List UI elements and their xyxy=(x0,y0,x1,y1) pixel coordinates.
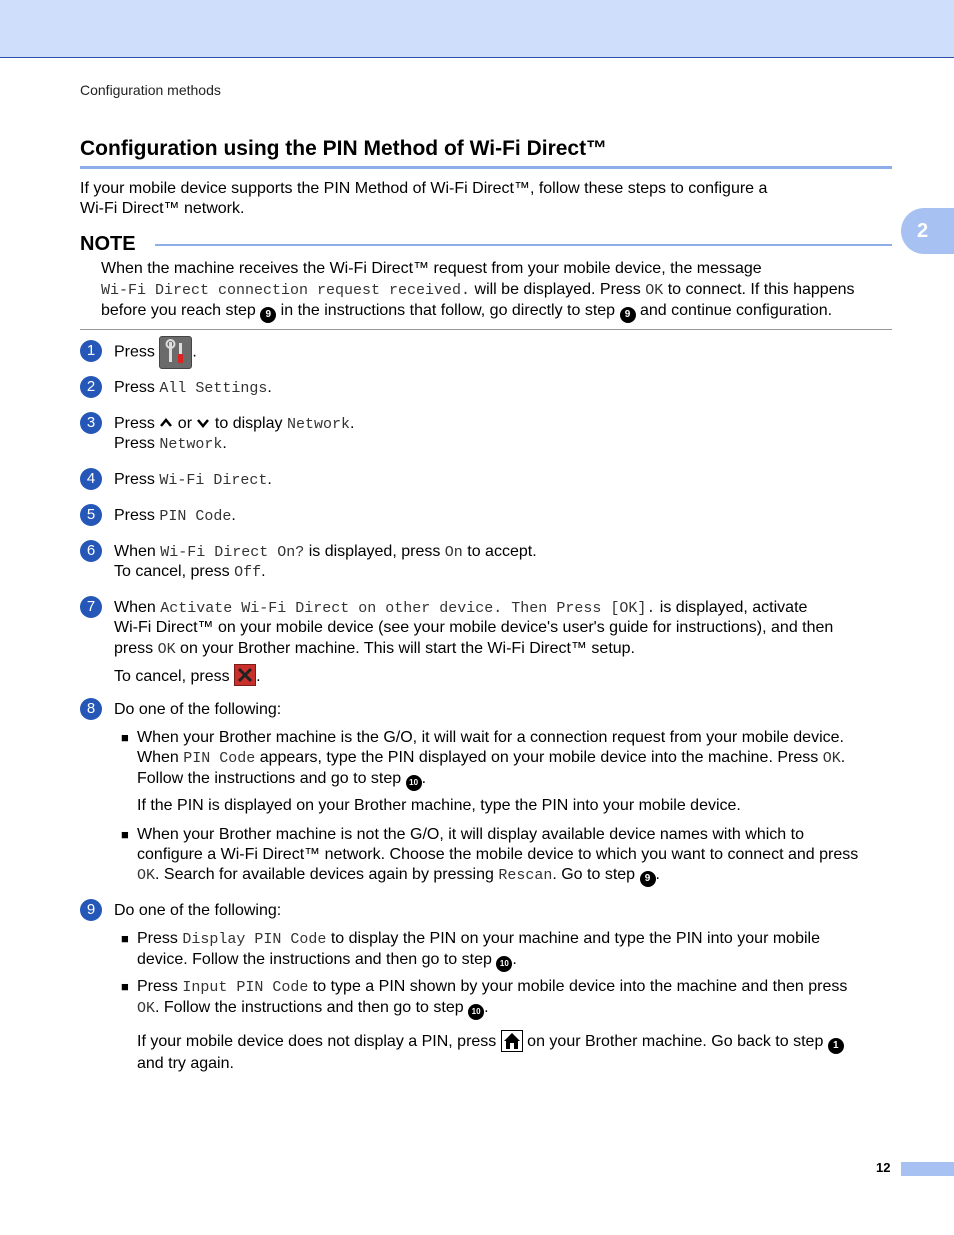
tools-icon xyxy=(159,336,192,369)
step-9-bullet-2: Press Input PIN Code to type a PIN shown by your mobile device into the machine and then press OK. Follow the instructions and then go to step 10 . xyxy=(137,977,892,1020)
step-7-number: 7 xyxy=(80,596,102,618)
step-3-number: 3 xyxy=(80,412,102,434)
step-6-text: When Wi-Fi Direct On? is displayed, press On to accept. xyxy=(114,543,537,561)
step-ref-10: 10 xyxy=(406,775,422,791)
chapter-tab: 2 xyxy=(901,208,954,254)
chevron-down-icon xyxy=(196,415,210,435)
step-1-number: 1 xyxy=(80,340,102,362)
page-band xyxy=(901,1162,954,1176)
step-5-text: Press PIN Code. xyxy=(114,507,236,525)
step-ref-10: 10 xyxy=(496,956,512,972)
note-line-1: When the machine receives the Wi-Fi Direct™ request from your mobile device, the message xyxy=(101,260,762,277)
step-6-number: 6 xyxy=(80,540,102,562)
step-8-bullet-2: When your Brother machine is not the G/O, it will display available device names with which to configure a Wi-Fi Direct™ network. Choose the mobile device to which you want to connect and press OK. Search for available devices again by pressing Rescan. Go to step 9 . xyxy=(137,825,892,887)
step-7-cancel: To cancel, press . xyxy=(114,664,261,687)
bullet: ■ xyxy=(121,931,129,946)
note-line-3: before you reach step 9 in the instructions that follow, go directly to step 9 and continue configuration. xyxy=(101,301,892,323)
note-line-2: Wi-Fi Direct connection request received. will be displayed. Press OK to connect. If this happens xyxy=(101,280,855,299)
step-9-intro: Do one of the following: xyxy=(114,902,282,919)
step-7-line-3: press OK on your Brother machine. This will start the Wi-Fi Direct™ setup. xyxy=(114,640,635,658)
step-9-bullet-1: Press Display PIN Code to display the PIN on your machine and type the PIN into your mobile device. Follow the instructions and then go to step 10 . xyxy=(137,929,892,972)
intro-line-2: Wi-Fi Direct™ network. xyxy=(80,200,245,217)
breadcrumb: Configuration methods xyxy=(80,82,221,98)
step-ref-10: 10 xyxy=(468,1004,484,1020)
step-1-text: Press . xyxy=(114,336,197,369)
bullet: ■ xyxy=(121,730,129,745)
note-rule xyxy=(155,244,892,246)
title-rule xyxy=(80,166,892,169)
step-6-cancel: To cancel, press Off. xyxy=(114,563,266,581)
step-9-number: 9 xyxy=(80,899,102,921)
note-divider xyxy=(80,329,892,330)
step-ref-9: 9 xyxy=(620,307,636,323)
step-2-text: Press All Settings. xyxy=(114,379,272,397)
section-title: Configuration using the PIN Method of Wi-Fi Direct™ xyxy=(80,137,608,160)
cross-icon xyxy=(234,664,256,686)
step-8-bullet-1: When your Brother machine is the G/O, it will wait for a connection request from your mobile device. When PIN Code appears, type the PIN displayed on your mobile device into the machine. Press OK. Follow the instructions and go to step 10 . xyxy=(137,728,892,791)
note-label: NOTE xyxy=(80,233,136,255)
home-icon xyxy=(501,1030,523,1052)
top-band xyxy=(0,0,954,58)
bullet: ■ xyxy=(121,827,129,842)
intro-line-1: If your mobile device supports the PIN Method of Wi-Fi Direct™, follow these steps to configure a xyxy=(80,180,768,197)
step-8-number: 8 xyxy=(80,698,102,720)
step-ref-1: 1 xyxy=(828,1038,844,1054)
step-5-number: 5 xyxy=(80,504,102,526)
step-8-intro: Do one of the following: xyxy=(114,701,282,718)
step-2-number: 2 xyxy=(80,376,102,398)
step-8-bullet-1-extra: If the PIN is displayed on your Brother machine, type the PIN into your mobile device. xyxy=(137,797,741,814)
note-body xyxy=(101,259,892,323)
step-4-text: Press Wi-Fi Direct. xyxy=(114,471,272,489)
step-3-text-2: Press Network. xyxy=(114,435,227,453)
step-ref-9: 9 xyxy=(260,307,276,323)
step-9-extra: If your mobile device does not display a PIN, press on your Brother machine. Go back to step 1 and try again. xyxy=(137,1030,892,1074)
chevron-up-icon xyxy=(159,415,173,435)
step-7-line-1: When Activate Wi-Fi Direct on other device. Then Press [OK]. is displayed, activate xyxy=(114,599,808,617)
step-7-line-2: Wi-Fi Direct™ on your mobile device (see your mobile device's user's guide for instructions), and then xyxy=(114,619,834,636)
step-4-number: 4 xyxy=(80,468,102,490)
bullet: ■ xyxy=(121,979,129,994)
step-3-text: Press or to display Network. xyxy=(114,415,355,433)
step-ref-9: 9 xyxy=(640,871,656,887)
page-number: 12 xyxy=(876,1160,891,1175)
